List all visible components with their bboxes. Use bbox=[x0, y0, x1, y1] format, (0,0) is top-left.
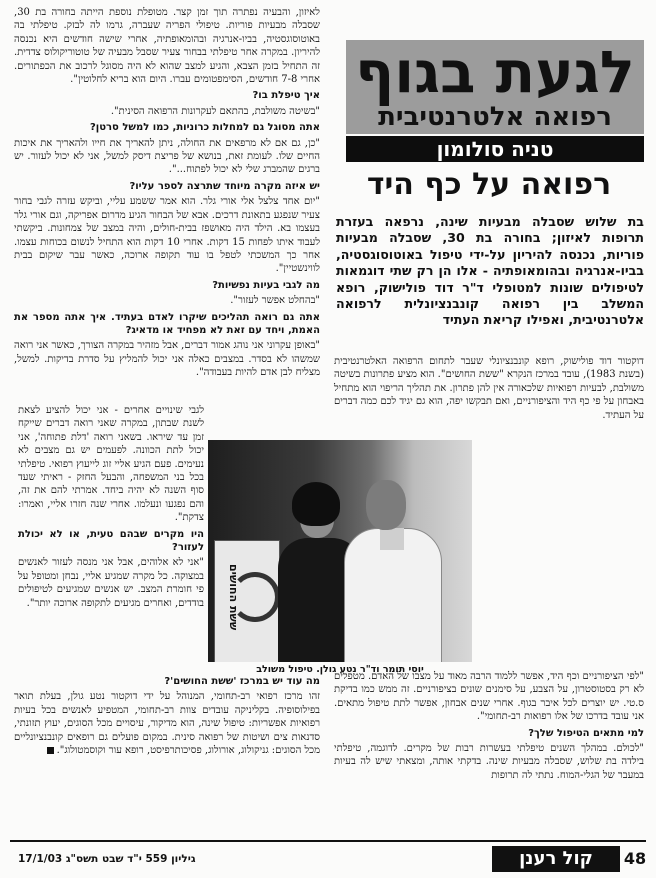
question: למי מתאים הטיפול שלך? bbox=[528, 727, 644, 739]
issue-info: גיליון 559 י"ד שבט תשס"ג 17/1/03 bbox=[18, 853, 196, 865]
question: מה עוד יש במרכז 'ששת החושים'? bbox=[164, 676, 320, 687]
article-lead: בת שלוש שסבלה מבעיות שינה, נרפאה בעזרת תרופות לאיזון; בחורה בת 30, שסבלה מבעיות פוריות, נכנסה להיריון על-ידי טיפול באוטוסוגסטיה, בביו-אנרגיה ובהומאופתיה - אלו הן רק שתי דוגמאות לטיפולים שונות למטופלי ד"ר דוד פולישוק, רופא המשלב בין רפואה קונבנציונלית לרפואה אלטרנטיבית, ואפילו קריאת העתיד bbox=[336, 214, 644, 328]
question: יש איזה מקרה מיוחד שתרצה לספר עליו? bbox=[129, 180, 320, 192]
left-column-bottom bbox=[18, 404, 204, 613]
paragraph: "יום אחד צלצל אלי אורי גלר. הוא אמר ששמע עליי, וביקש עזרה לגבי בחור צעיר שנפגע בתאונת דרכים. אבא של הבחור הגיע מדרום אפריקה, וגם אורי גלר בעצמו בא. הילד היה מאושפז בבית-חולים, והיה במצב של צמחונות. ביקשתי לעבוד איתו לפחות 15 דקות. אחרי 10 דקות הוא התחיל לנשום בכוחות עצמו. אחר כך המשכתי לטפל בו עוד תקופה ארוכה, כאשר עבר שיקום בבית לווינשטיין". bbox=[14, 196, 320, 275]
paragraph: "לכולם. במהלך השנים טיפלתי בעשרות רבות של מקרים. לדוגמה, טיפלתי בילדה בת שלוש, שסבלה מבעיות שינה. בדקתי אותה, ומצאתי שיש לה בעיות במעבר של הגלי-המוח. נתתי לה תרופות bbox=[334, 743, 644, 781]
question: אתה מסוגל גם למחלות כרוניות, כמו למשל סרטן? bbox=[90, 122, 320, 134]
paragraph: "כן, גם אם לא מרפאים את החולה, ניתן להאריך את חייו ולהאריך את איכות החיים שלו. לעומת זאת, בנושא של פריצת דיסק למשל, אני לא יכול לעזור. יש ברגים שהמברג שלי לא יכול לפתוח...". bbox=[14, 137, 320, 176]
article-title: רפואה על כף היד bbox=[366, 167, 612, 202]
paragraph: לאיזון, והבעיה נפתרה תוך זמן קצר. מטופלת נוספת הייתה בחורה בת 30, שסבלה מבעיות פוריות. טיפולי הפריה שעברה, גרמו לה לבזק. טיפלתי בה באוטוסוגסטיה, בביו-אנרגיה ובהומאופתיה, אחרי שישה חודשים היא נכנסה להיריון. במקרה אחר טיפלתי בבחור צעיר שסבל מבעיה של טוטוריקולוס צדדית. זה התחיל בזמן הצבא, והגיע למצב שהוא לא היה מסוגל לרכוב את הכפתורים. אחרי 7-8 חודשים, הסימפטומים עברו. היום הוא בריא לחלוטין". bbox=[14, 7, 320, 86]
author-name: טניה סולומון bbox=[436, 137, 554, 161]
end-mark-icon bbox=[47, 747, 54, 754]
paragraph: "לפי הציפורניים וכף היד, אפשר ללמוד הרבה מאוד על מצבו של האדם. מטפלים לא רק בסטוסטרון, על הצבע, על סימנים שונים בציפורניים. זה ממש כמו בדיקת ס.טי. יש יוצרים לכל איבר בגוף. אחרי שנים אבחון, אפשר לתת טיפול מתאים. אני עובד בדרכו של אלו רפואות רב-תחומי". bbox=[334, 671, 644, 723]
paragraph-text: זהו מרכז רפואי רב-תחומי, המנוהל על ידי דוקטור נטע גולן, בעלת תואר בפילוסופיה. בקליניקה עובדים צוות רב-תחומי, המטפיע לאנשים בכל בעיות רפואיות אפשריות: טיפול שינה, הוא מדיקור, עיסויים מכל הסוגים, יעוץ תזונתי, סדנאות צים ושיטות של רפואה סינית. במקום פועלים גם רופאים קונבנציונליים מכל הסוגים: גניקולוג, אורולוג, פסיכותרפיסט, רופא עור וקוסמטולוג". bbox=[14, 691, 320, 757]
left-column-end bbox=[14, 672, 320, 760]
person-man-head bbox=[366, 480, 406, 530]
question: היו מקרים שבהם טעית, או לא יכולת לעזור? bbox=[18, 528, 204, 554]
right-column-top bbox=[334, 355, 644, 425]
photo-caption: יוסי תומר וד"ר נטע גולן. טיפול משולב bbox=[256, 664, 424, 675]
right-column-bottom bbox=[334, 670, 644, 785]
paragraph: "אני לא אלוהים, אבל אני מנסה לעזור לאנשים במצוקה. כל מקרה שמגיע אליי, נבחן ומטופל על פי חומרת המצב. יש אנשים שמגיעים לטיפולים בודדים, ואחרים מגיעים לתקופה ארוכה יותר". bbox=[18, 557, 204, 609]
page-number: 48 bbox=[623, 849, 647, 868]
question: אתה גם רואה תהליכים שיקרו לאדם בעתיד. איך אתה מספר את האמת, ויחד עם זאת לא מפחיד או מדאיג? bbox=[14, 311, 320, 336]
section-title: לגעת בגוף bbox=[355, 38, 635, 106]
section-subtitle: רפואה אלטרנטיבית bbox=[378, 102, 612, 132]
person-woman-hair bbox=[292, 482, 340, 526]
poster-label: ששת החושים bbox=[227, 563, 240, 630]
publication-logo: קול רענן bbox=[519, 848, 593, 869]
footer-divider bbox=[10, 840, 646, 842]
paragraph: "באופן עקרוני אני נוהג אמור דברים, אבל מזהיר במקרה הצורך, כאשר אני רואה שמשהו לא בסדר. במצבים כאלה אני יכול להמליץ על סדרת בדיקות. למשל, מצליח לבן אדם להיות בעבודה". bbox=[14, 340, 320, 379]
question: מה לגבי בעיות נפשיות? bbox=[212, 279, 320, 291]
paragraph: "בהחלט אפשר לעזור". bbox=[230, 295, 320, 307]
paragraph: דוקטור דוד פולישוק, רופא קונבנציונלי שעבר לתחום הרפואה האלטרנטיבית (בשנת 1983), עובד במרכז הנקרא "ששת החושים". הוא מציע פתרונות בשיטה משולבת, לבעיות רפואיות שלכאורה אין להן פתרון. את תהליך הריפוי הוא מתחיל באבחון על פי כף היד והציפורניים, ואם תבקשו יפה, הוא גם יגיד לכם כמה דברים על העתיד. bbox=[334, 356, 644, 421]
article-photo bbox=[208, 440, 472, 662]
paragraph: "בשיטה משולבת, בהתאם לעקרונות הרפואה הסינית". bbox=[110, 105, 320, 117]
question: איך טיפלת בו? bbox=[252, 90, 320, 102]
person-man-collar bbox=[380, 528, 404, 550]
paragraph: לגבי שינויים אחרים - אני יכול להציע לצאת לשנת שבתון, במקרה שאני רואה דברים שייקח זמן עד שיראו. בשאני רואה 'דלת פתוחה', אני יכול לתת הכוונה. לפעמים יש גם מצבים לא נעימים. פעם הגיע אליי זוג לייעוץ רפואי. טיפלתי בכל בני המשפחה, והבעל החזק - ראיתי שעד סוף השנה לא יהיה ביחד. אמרתי להם את זה, והם נפגעו ונעלמו. אחרי שנה חזרו אליי, ואמרו: צדקת". bbox=[18, 405, 204, 524]
paragraph bbox=[14, 690, 320, 757]
left-column-top bbox=[14, 6, 320, 383]
